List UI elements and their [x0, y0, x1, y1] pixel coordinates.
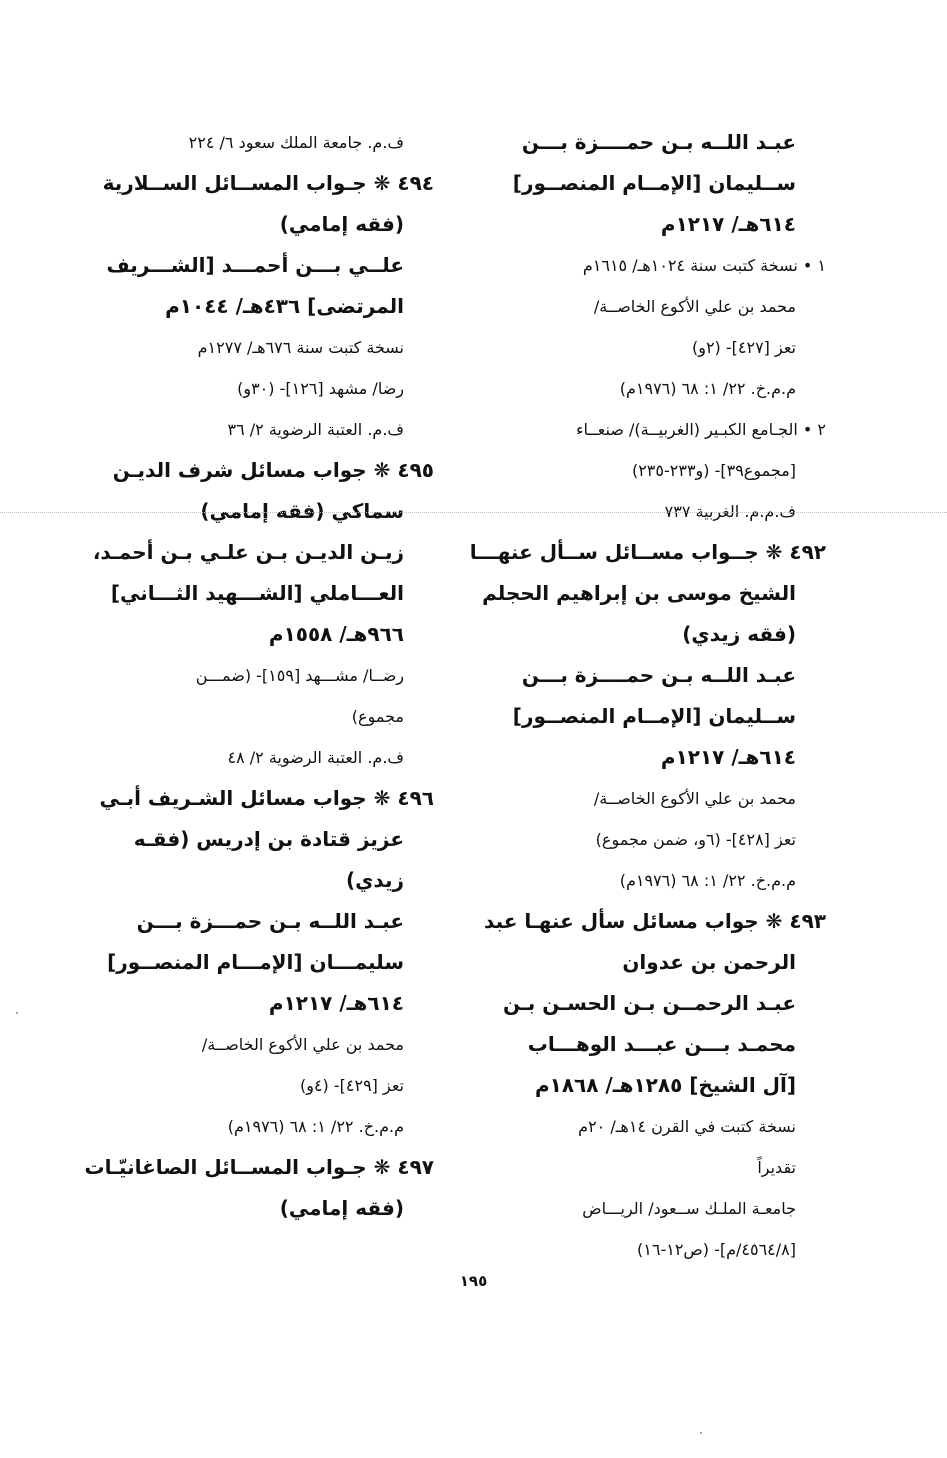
right-column [469, 122, 826, 1270]
entry-heading: ٤٩٧ ❋ جـواب المســائل الصاغانيّـات [84, 1155, 434, 1179]
text-line: نسخة كتبت سنة ٦٧٦هـ/ ١٢٧٧م [197, 338, 404, 357]
text-line: تعز [٤٢٧]- (٢و) [691, 338, 796, 357]
left-column [84, 122, 434, 1229]
text-line: مجموع) [351, 707, 404, 726]
text-line: جامعـة الملـك ســعود/ الريـــاض [582, 1199, 796, 1218]
text-line: سماكي (فقه إمامي) [200, 499, 404, 523]
text-line: [مجموع٣٩]- (و٢٣٣-٢٣٥) [631, 461, 796, 480]
text-line: زيدي) [345, 868, 404, 892]
text-line: محمد بن علي الأكوع الخاصــة/ [593, 789, 796, 808]
text-line: الشيخ موسى بن إبراهيم الحجلم [482, 581, 796, 605]
text-line: عبـد الرحمــن بـن الحسـن بـن [502, 991, 796, 1015]
text-line: رضــا/ مشـــهد [١٥٩]- (ضمـــن [195, 666, 404, 685]
text-line: ســليمان [الإمــام المنصــور] [512, 704, 796, 728]
scan-speck [16, 1012, 18, 1014]
text-line: ف.م. العتبة الرضوية ٢/ ٤٨ [227, 748, 404, 767]
text-line: تقديراً [757, 1158, 796, 1177]
text-line: [آل الشيخ] ١٢٨٥هـ/ ١٨٦٨م [534, 1073, 796, 1097]
entry-heading: ٤٩٥ ❋ جواب مسائل شرف الديـن [112, 458, 434, 482]
text-line: العـــاملي [الشـــهيد الثـــاني] [110, 581, 404, 605]
page-number: ١٩٥ [459, 1272, 488, 1290]
entry-heading: ٢ • الجـامع الكبـير (الغربيــة)/ صنعــاء [576, 420, 826, 439]
entry-heading: ٤٩٢ ❋ جــواب مســائل ســأل عنهـــا [469, 540, 826, 564]
text-line: المرتضى] ٤٣٦هـ/ ١٠٤٤م [165, 294, 404, 318]
text-line: ٦١٤هـ/ ١٢١٧م [660, 212, 796, 236]
text-line: عبـد اللــه بـن حمــــزة بـــن [521, 663, 796, 687]
text-line: عبـد اللــه بـن حمــــزة بـــن [521, 130, 796, 154]
text-line: سليمـــان [الإمـــام المنصــور] [107, 950, 404, 974]
text-line: ٦١٤هـ/ ١٢١٧م [268, 991, 404, 1015]
text-line: م.م.خ. ٢٢/ ١: ٦٨ (١٩٧٦م) [619, 871, 796, 890]
scan-speck [700, 1432, 702, 1434]
text-line: ســليمان [الإمــام المنصــور] [512, 171, 796, 195]
text-line: م.م.خ. ٢٢/ ١: ٦٨ (١٩٧٦م) [227, 1117, 404, 1136]
entry-heading: ٤٩٦ ❋ جواب مسائل الشـريف أبـي [99, 786, 434, 810]
text-line: ف.م. العتبة الرضوية ٢/ ٣٦ [227, 420, 404, 439]
text-line: عبـد اللــه بـن حمـــزة بـــن [136, 909, 404, 933]
text-line: (فقه إمامي) [279, 212, 404, 236]
scan-dotted-line [0, 512, 947, 513]
text-line: ف.م.م. الغربية ٧٣٧ [664, 502, 796, 521]
text-line: نسخة كتبت في القرن ١٤هـ/ ٢٠م [578, 1117, 796, 1136]
text-line: عزيز قتادة بن إدريس (فقـه [133, 827, 404, 851]
text-line: تعز [٤٢٨]- (٦و، ضمن مجموع) [595, 830, 796, 849]
text-line: ٦١٤هـ/ ١٢١٧م [660, 745, 796, 769]
text-line: زيـن الديـن بـن علـي بـن أحمـد، [92, 540, 404, 564]
text-line: محمد بن علي الأكوع الخاصــة/ [593, 297, 796, 316]
entry-heading: ١ • نسخة كتبت سنة ١٠٢٤هـ/ ١٦١٥م [582, 256, 826, 275]
text-line: علــي بـــن أحمـــد [الشـــريف [106, 253, 404, 277]
text-line: تعز [٤٢٩]- (٤و) [299, 1076, 404, 1095]
text-line: الرحمن بن عدوان [622, 950, 796, 974]
text-line: (فقه زيدي) [682, 622, 796, 646]
text-line: ٩٦٦هـ/ ١٥٥٨م [268, 622, 404, 646]
text-line: محمد بن علي الأكوع الخاصــة/ [201, 1035, 404, 1054]
text-line: م.م.خ. ٢٢/ ١: ٦٨ (١٩٧٦م) [619, 379, 796, 398]
entry-heading: ٤٩٣ ❋ جواب مسائل سأل عنهـا عبد [484, 909, 826, 933]
text-line: ف.م. جامعة الملك سعود ٦/ ٢٢٤ [188, 133, 404, 152]
text-line: رضا/ مشهد [١٢٦]- (٣٠و) [237, 379, 404, 398]
entry-heading: ٤٩٤ ❋ جـواب المســائل الســلارية [102, 171, 434, 195]
text-line: محمـد بـــن عبـــد الوهـــاب [527, 1032, 796, 1056]
text-line: [٤٥٦٤/٨/م]- (ص١٢-١٦) [637, 1240, 796, 1259]
text-line: (فقه إمامي) [279, 1196, 404, 1220]
